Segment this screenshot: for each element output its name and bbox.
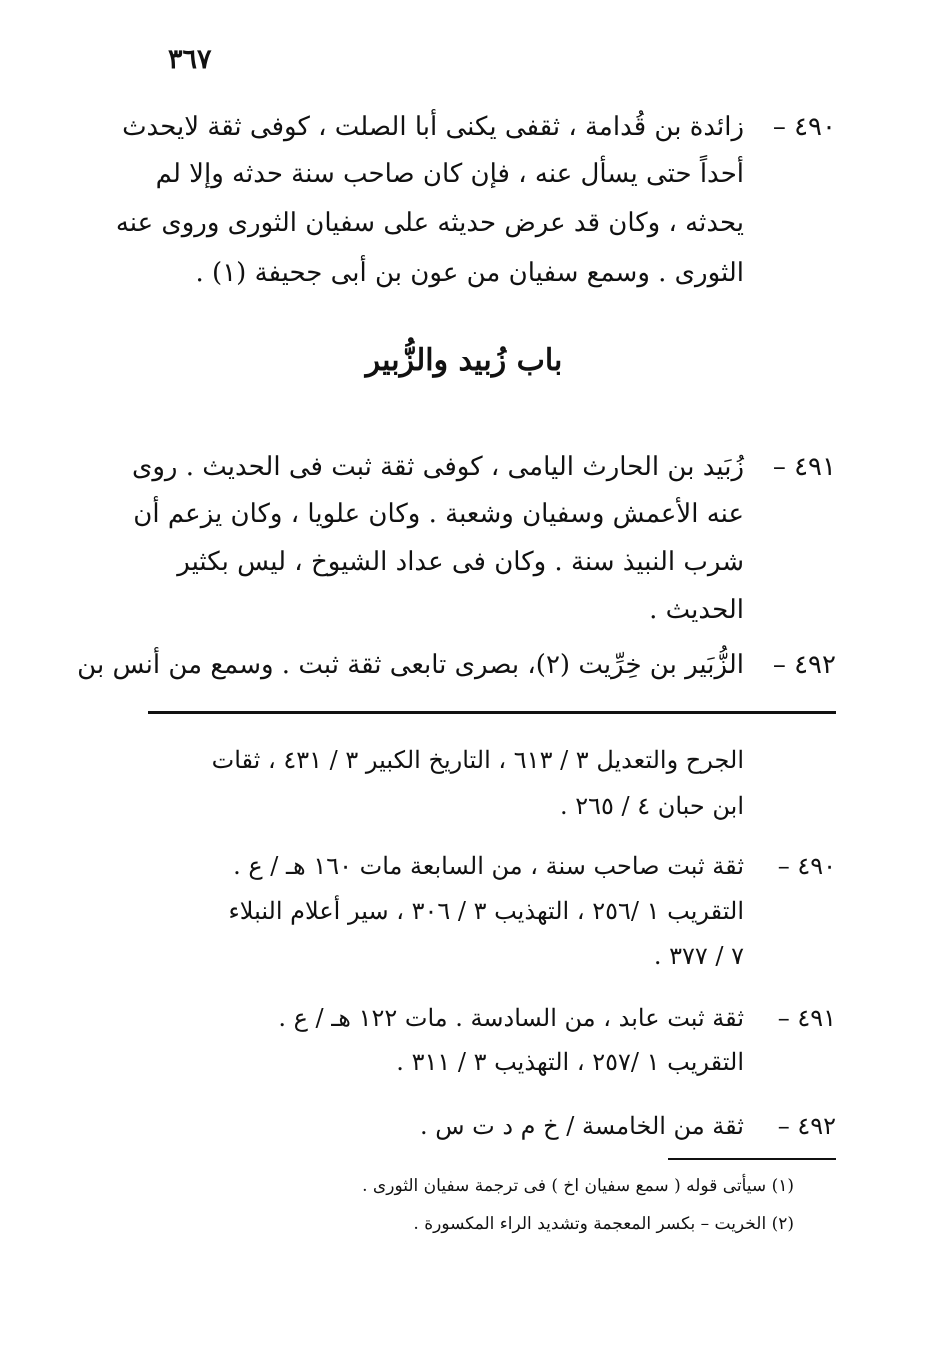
reference-number: ٤٩٢ – (777, 1112, 836, 1140)
reference-492 (140, 1112, 836, 1152)
reference-line: ثقة ثبت صاحب سنة ، من السابعة مات ١٦٠ هـ / ع . (233, 852, 744, 880)
entry-491 (131, 452, 836, 632)
reference-line: ثقة من الخامسة / خ م د ت س . (419, 1112, 744, 1140)
reference-number: ٤٩٠ – (777, 852, 836, 880)
chapter-heading: باب زُبيد والزُّبير (365, 343, 563, 378)
reference-continuation (140, 746, 836, 836)
reference-line: ٧ / ٣٧٧ . (653, 942, 744, 970)
footnotes-separator (668, 1158, 836, 1160)
entry-line: الثورى . وسمع سفيان من عون بن أبى جحيفة (١) . (195, 258, 744, 288)
entry-line: عنه الأعمش وسفيان وشعبة . وكان علويا ، وكان يزعم أن (133, 499, 744, 529)
reference-line: ثقة ثبت عابد ، من السادسة . مات ١٢٢ هـ / ع . (278, 1004, 744, 1032)
entry-line: زُبَيد بن الحارث اليامى ، كوفى ثقة ثبت فى الحديث . روى (131, 452, 744, 482)
reference-line: التقريب ١ /٢٥٧ ، التهذيب ٣ / ٣١١ . (396, 1048, 744, 1076)
entry-number: ٤٩٢ – (772, 650, 836, 680)
reference-line: ابن حبان ٤ / ٢٦٥ . (559, 792, 744, 820)
entry-line: زائدة بن قُدامة ، ثقفى يكنى أبا الصلت ، كوفى ثقة لايحدث (122, 112, 744, 142)
reference-491 (140, 1004, 836, 1094)
entry-490 (115, 112, 836, 292)
reference-line: التقريب ١ /٢٥٦ ، التهذيب ٣ / ٣٠٦ ، سير أعلام النبلاء (228, 897, 744, 925)
entry-line: شرب النبيذ سنة . وكان فى عداد الشيوخ ، ليس بكثير (177, 547, 744, 577)
footnote-2: (٢) الخريت – بكسر المعجمة وتشديد الراء المكسورة . (413, 1214, 794, 1234)
footnote-separator (148, 711, 836, 714)
entry-line: يحدثه ، وكان قد عرض حديثه على سفيان الثورى وروى عنه (115, 208, 744, 238)
reference-number: ٤٩١ – (777, 1004, 836, 1032)
entry-492 (77, 650, 836, 690)
footnote-1: (١) سيأتى قوله ( سمع سفيان اخ ) فى ترجمة سفيان الثورى . (362, 1176, 794, 1196)
entry-line: أحداً حتى يسأل عنه ، فإن كان صاحب سنة حدثه وإلا لم (155, 159, 744, 189)
entry-number: ٤٩١ – (772, 452, 836, 482)
page-number: ٣٦٧ (168, 44, 212, 75)
entry-line: الحديث . (649, 595, 744, 625)
entry-number: ٤٩٠ – (772, 112, 836, 142)
entry-line: الزُّبَير بن خِرِّيت (٢)، بصرى تابعى ثقة ثبت . وسمع من أنس بن (77, 650, 744, 680)
reference-490 (140, 852, 836, 982)
reference-line: الجرح والتعديل ٣ / ٦١٣ ، التاريخ الكبير ٣ / ٤٣١ ، ثقات (211, 746, 744, 774)
